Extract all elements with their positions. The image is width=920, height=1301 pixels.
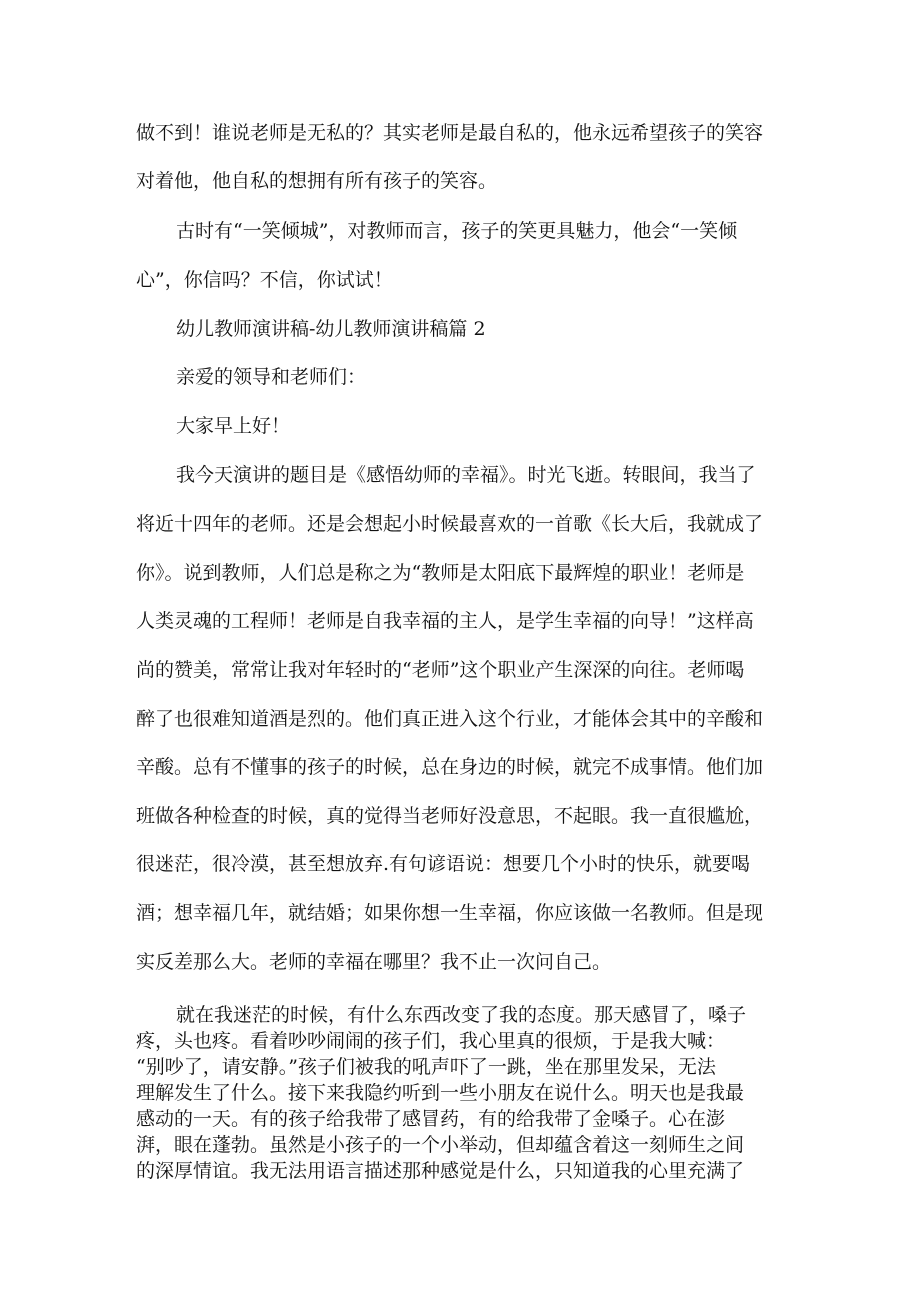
text-line: 尚的赞美，常常让我对年轻时的“老师”这个职业产生深深的向往。老师喝 xyxy=(136,659,745,681)
text-line: 做不到！谁说老师是无私的？其实老师是最自私的，他永远希望孩子的笑容 xyxy=(136,122,764,144)
text-line: 的深厚情谊。我无法用语言描述那种感觉是什么，只知道我的心里充满了 xyxy=(136,1160,745,1182)
salutation: 亲爱的领导和老师们： xyxy=(176,366,367,388)
text-line: 将近十四年的老师。还是会想起小时候最喜欢的一首歌《长大后，我就成了 xyxy=(136,513,764,535)
text-line: 古时有“一笑倾城”，对教师而言，孩子的笑更具魅力，他会“一笑倾 xyxy=(176,220,738,242)
text-line: 实反差那么大。老师的幸福在哪里？我不止一次问自己。 xyxy=(136,951,612,973)
text-line: 心”，你信吗？不信，你试试！ xyxy=(136,269,393,291)
text-line: 就在我迷茫的时候，有什么东西改变了我的态度。那天感冒了，嗓子 xyxy=(176,1004,747,1026)
text-line: 我今天演讲的题目是《感悟幼师的幸福》。时光飞逝。转眼间，我当了 xyxy=(176,464,756,486)
text-line: 酒；想幸福几年，就结婚；如果你想一生幸福，你应该做一名教师。但是现 xyxy=(136,902,764,924)
text-line: 班做各种检查的时候，真的觉得当老师好没意思，不起眼。我一直很尴尬， xyxy=(136,805,764,827)
text-line: 辛酸。总有不懂事的孩子的时候，总在身边的时候，就完不成事情。他们加 xyxy=(136,756,764,778)
text-line: 湃，眼在蓬勃。虽然是小孩子的一个小举动，但却蕴含着这一刻师生之间 xyxy=(136,1134,745,1156)
text-line: 很迷茫，很冷漠，甚至想放弃.有句谚语说：想要几个小时的快乐，就要喝 xyxy=(136,853,751,875)
text-line: 感动的一天。有的孩子给我带了感冒药，有的给我带了金嗓子。心在澎 xyxy=(136,1108,726,1130)
text-line: 对着他，他自私的想拥有所有孩子的笑容。 xyxy=(136,170,498,192)
text-line: 你》。说到教师，人们总是称之为“教师是太阳底下最辉煌的职业！老师是 xyxy=(136,562,745,584)
text-line: 疼，头也疼。看着吵吵闹闹的孩子们，我心里真的很烦，于是我大喊： xyxy=(136,1030,726,1052)
text-line: 人类灵魂的工程师！老师是自我幸福的主人，是学生幸福的向导！”这样高 xyxy=(136,610,754,632)
text-line: “别吵了，请安静。”孩子们被我的吼声吓了一跳，坐在那里发呆，无法 xyxy=(136,1056,716,1078)
text-line: 理解发生了什么。接下来我隐约听到一些小朋友在说什么。明天也是我最 xyxy=(136,1082,745,1104)
text-line: 醉了也很难知道酒是烈的。他们真正进入这个行业，才能体会其中的辛酸和 xyxy=(136,708,764,730)
greeting: 大家早上好！ xyxy=(176,415,291,437)
section-heading: 幼儿教师演讲稿-幼儿教师演讲稿篇 2 xyxy=(176,318,486,340)
